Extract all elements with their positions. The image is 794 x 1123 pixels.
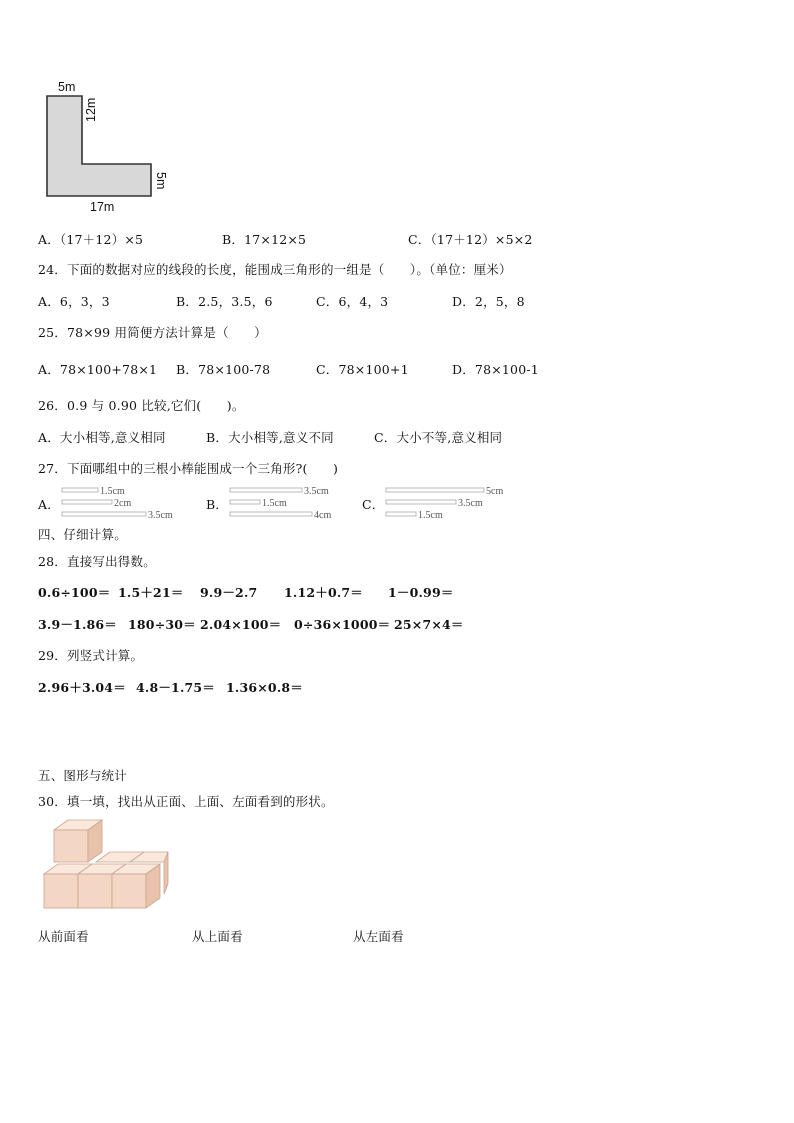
rod <box>230 512 312 516</box>
q28-row1-item-1[interactable]: 0.6÷100＝ <box>38 585 111 600</box>
cube-front-face <box>112 874 146 908</box>
q25-option-b[interactable]: B．78×100-78 <box>176 362 271 377</box>
rod <box>62 500 112 504</box>
q26-option-a[interactable]: A．大小相等,意义相同 <box>38 430 166 445</box>
q28-row2-item-2[interactable]: 180÷30＝ <box>128 617 196 632</box>
rod <box>386 488 484 492</box>
cube-front-face <box>78 874 112 908</box>
label-bottom-17m: 17m <box>90 200 115 214</box>
q29-question: 29．列竖式计算。 <box>38 648 144 663</box>
q28-row1-item-2[interactable]: 1.5＋21＝ <box>118 585 184 600</box>
rod-label: 5cm <box>486 486 504 497</box>
q24-option-c[interactable]: C．6，4，3 <box>316 294 389 309</box>
q25-option-d[interactable]: D．78×100-1 <box>452 362 539 377</box>
rod <box>62 488 98 492</box>
q24-option-a[interactable]: A．6，3，3 <box>38 294 110 309</box>
rods-group-c <box>384 484 524 520</box>
q29-item-3[interactable]: 1.36×0.8＝ <box>226 680 303 695</box>
q28-row1-item-5[interactable]: 1－0.99＝ <box>388 585 454 600</box>
rod <box>230 500 260 504</box>
q27-question: 27．下面哪组中的三根小棒能围成一个三角形?( ) <box>38 461 339 476</box>
q28-row2-item-1[interactable]: 3.9－1.86＝ <box>38 617 117 632</box>
rod-label: 3.5cm <box>148 510 173 521</box>
section-4-title: 四、仔细计算。 <box>38 527 127 542</box>
label-top-5m: 5m <box>58 80 76 94</box>
q23-option-a[interactable]: A．（17＋12）×5 <box>38 232 144 247</box>
rod-label: 1.5cm <box>100 486 125 497</box>
q27-option-c[interactable]: C． <box>362 497 385 512</box>
rod-label: 1.5cm <box>262 498 287 509</box>
q28-row2-item-5[interactable]: 25×7×4＝ <box>394 617 464 632</box>
q26-option-b[interactable]: B．大小相等,意义不同 <box>206 430 334 445</box>
q28-row2-item-3[interactable]: 2.04×100＝ <box>200 617 282 632</box>
rod <box>230 488 302 492</box>
rod-label: 3.5cm <box>304 486 329 497</box>
rod-label: 2cm <box>114 498 132 509</box>
rod <box>386 512 416 516</box>
l-shape-figure <box>38 78 178 218</box>
q25-question: 25．78×99 用简便方法计算是（ ） <box>38 325 267 340</box>
q29-item-1[interactable]: 2.96＋3.04＝ <box>38 680 126 695</box>
q28-row2-item-4[interactable]: 0÷36×1000＝ <box>294 617 391 632</box>
l-shape <box>47 96 151 196</box>
cube-front-face <box>54 830 88 862</box>
rods-group-b <box>228 484 368 520</box>
rod <box>386 500 456 504</box>
q24-option-b[interactable]: B．2.5，3.5，6 <box>176 294 273 309</box>
cube-front-face <box>44 874 78 908</box>
q27-option-a[interactable]: A． <box>38 497 60 512</box>
q26-question: 26．0.9 与 0.90 比较,它们( )。 <box>38 398 245 413</box>
label-right-5m: 5m <box>154 172 168 190</box>
rod-label: 4cm <box>314 510 332 521</box>
q25-option-c[interactable]: C．78×100+1 <box>316 362 409 377</box>
q30-question: 30．填一填，找出从正面、上面、左面看到的形状。 <box>38 794 334 809</box>
q28-row1-item-4[interactable]: 1.12＋0.7＝ <box>284 585 363 600</box>
view-top-label: 从上面看 <box>192 929 243 944</box>
q28-row1-item-3[interactable]: 9.9－2.7 <box>200 585 258 600</box>
cube-stack-figure <box>40 818 175 914</box>
q23-option-c[interactable]: C．（17＋12）×5×2 <box>408 232 533 247</box>
q26-option-c[interactable]: C．大小不等,意义相同 <box>374 430 503 445</box>
view-front-label: 从前面看 <box>38 929 89 944</box>
view-left-label: 从左面看 <box>353 929 404 944</box>
rod <box>62 512 146 516</box>
q24-question: 24．下面的数据对应的线段的长度，能围成三角形的一组是（ ）。（单位：厘米） <box>38 262 512 277</box>
label-side-12m: 12m <box>84 97 98 122</box>
q28-question: 28．直接写出得数。 <box>38 554 156 569</box>
rod-label: 1.5cm <box>418 510 443 521</box>
section-5-title: 五、图形与统计 <box>38 768 127 783</box>
rods-group-a <box>60 484 190 520</box>
q23-option-b[interactable]: B．17×12×5 <box>222 232 307 247</box>
q24-option-d[interactable]: D．2，5，8 <box>452 294 525 309</box>
rod-label: 3.5cm <box>458 498 483 509</box>
q27-option-b[interactable]: B． <box>206 497 229 512</box>
q29-item-2[interactable]: 4.8－1.75＝ <box>136 680 215 695</box>
q25-option-a[interactable]: A．78×100+78×1 <box>38 362 158 377</box>
